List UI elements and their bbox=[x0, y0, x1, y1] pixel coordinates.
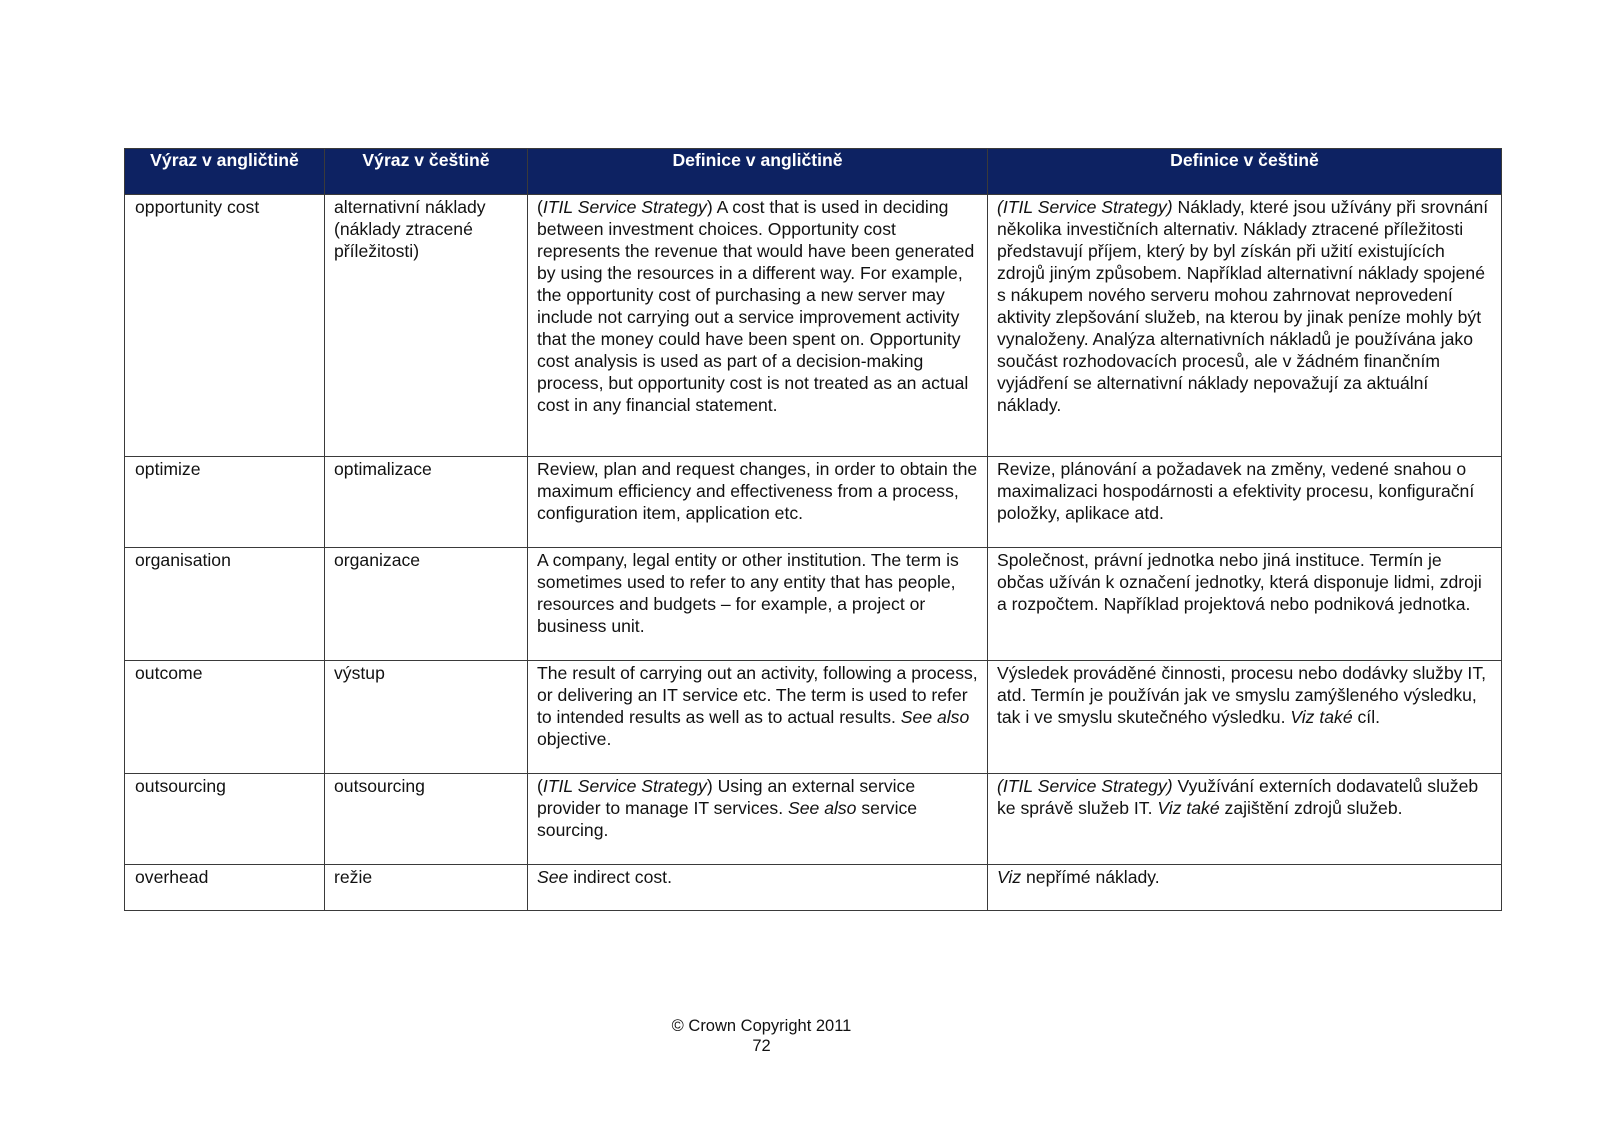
definition-english-cell bbox=[528, 548, 988, 661]
term-english-cell: overhead bbox=[125, 865, 325, 911]
definition-english-cell bbox=[528, 457, 988, 548]
see-target: indirect cost. bbox=[568, 867, 672, 887]
see-also-target: zajištění zdrojů služeb. bbox=[1219, 798, 1403, 818]
definition-text: The result of carrying out an activity, following a process, or delivering an IT service etc. The term is used to refer to intended results as well as to actual results. bbox=[537, 663, 978, 727]
page-number: 72 bbox=[752, 1037, 771, 1055]
reference-label: ITIL Service Strategy bbox=[542, 197, 707, 217]
definition-english-cell: (ITIL Service Strategy) A cost that is used in deciding between investment choices. Opportunity cost represents the revenue that would have been generated by using the resources in a different way. For example, the opportunity cost of purchasing a new server may include not carrying out a service improvement activity that the money could have been spent on. Opportunity cost analysis is used as part of a decision-making process, but opportunity cost is not treated as an actual cost in any financial statement. bbox=[528, 195, 988, 457]
term-czech-cell: alternativní náklady (náklady ztracené příležitosti) bbox=[325, 195, 528, 457]
see-label: Viz bbox=[997, 867, 1022, 887]
definition-czech-cell bbox=[988, 661, 1502, 774]
definition-text: Výsledek prováděné činnosti, procesu nebo dodávky služby IT, atd. Termín je používán jak ve smyslu zamýšleného výsledku, tak i ve smyslu skutečného výsledku. bbox=[997, 663, 1486, 727]
term-czech-cell: optimalizace bbox=[325, 457, 528, 548]
see-also-target: cíl. bbox=[1352, 707, 1380, 727]
glossary-table bbox=[124, 148, 1502, 911]
see-also-target: service sourcing. bbox=[537, 798, 918, 840]
definition-english-cell: (ITIL Service Strategy) Using an external service provider to manage IT services. See also service sourcing. bbox=[528, 774, 988, 865]
see-target: nepřímé náklady. bbox=[1021, 867, 1160, 887]
term-english-cell: organisation bbox=[125, 548, 325, 661]
term-czech-cell: outsourcing bbox=[325, 774, 528, 865]
term-czech-cell: organizace bbox=[325, 548, 528, 661]
see-also-label: Viz také bbox=[1157, 798, 1220, 818]
header-definition-czech: Definice v češtině bbox=[988, 149, 1502, 195]
term-czech-cell: výstup bbox=[325, 661, 528, 774]
table-row bbox=[125, 661, 1502, 774]
table-row bbox=[125, 548, 1502, 661]
table-row bbox=[125, 457, 1502, 548]
see-also-target: objective. bbox=[537, 729, 612, 749]
header-term-english: Výraz v angličtině bbox=[125, 149, 325, 195]
definition-text: Náklady, které jsou užívány při srovnání několika investičních alternativ. Náklady ztracené příležitosti představují příjem, který by byl získán při užití existujících zdrojů jiným způsobem. Například alternativní náklady spojené s nákupem nového serveru mohou zahrnovat neprovedení aktivity zlepšování služeb, na kterou by jinak peníze mohly být vynaloženy. Analýza alternativních nákladů je používána jako součást rozhodovacích procesů, ale v žádném finančním vyjádření se alternativní náklady nepovažují za aktuální náklady. bbox=[997, 197, 1489, 415]
definition-czech-cell bbox=[988, 774, 1502, 865]
page-footer bbox=[0, 1016, 1523, 1056]
header-definition-english: Definice v angličtině bbox=[528, 149, 988, 195]
see-also-label: Viz také bbox=[1290, 707, 1353, 727]
reference-label: (ITIL Service Strategy) bbox=[997, 776, 1173, 796]
see-also-label: See also bbox=[788, 798, 857, 818]
definition-text: Revize, plánování a požadavek na změny, vedené snahou o maximalizaci hospodárnosti a efektivity procesu, konfigurační položky, aplikace atd. bbox=[997, 459, 1475, 523]
definition-czech-cell bbox=[988, 865, 1502, 911]
definition-text: Review, plan and request changes, in order to obtain the maximum efficiency and effectiveness from a process, configuration item, application etc. bbox=[537, 459, 978, 523]
header-term-czech: Výraz v češtině bbox=[325, 149, 528, 195]
term-english-cell: opportunity cost bbox=[125, 195, 325, 457]
reference-label: ITIL Service Strategy bbox=[542, 776, 707, 796]
term-czech-cell: režie bbox=[325, 865, 528, 911]
reference-label: (ITIL Service Strategy) bbox=[997, 197, 1173, 217]
see-also-label: See also bbox=[900, 707, 970, 727]
term-english-cell: optimize bbox=[125, 457, 325, 548]
definition-english-cell bbox=[528, 865, 988, 911]
term-english-cell: outsourcing bbox=[125, 774, 325, 865]
table-row bbox=[125, 195, 1502, 457]
definition-czech-cell bbox=[988, 548, 1502, 661]
definition-czech-cell bbox=[988, 195, 1502, 457]
definition-text: ) Using an external service provider to manage IT services. bbox=[537, 776, 916, 818]
definition-text: ) A cost that is used in deciding between investment choices. Opportunity cost represents the revenue that would have been generated by using the resources in a different way. For example, the opportunity cost of purchasing a new server may include not carrying out a service improvement activity that the money could have been spent on. Opportunity cost analysis is used as part of a decision-making process, but opportunity cost is not treated as an actual cost in any financial statement. bbox=[537, 197, 975, 415]
table-row bbox=[125, 774, 1502, 865]
copyright-notice: © Crown Copyright 2011 bbox=[671, 1017, 852, 1035]
definition-text: Společnost, právní jednotka nebo jiná instituce. Termín je občas užíván k označení jednotky, která disponuje lidmi, zdroji a rozpočtem. Například projektová nebo podniková jednotka. bbox=[997, 550, 1482, 614]
see-label: See bbox=[537, 867, 569, 887]
definition-text: Využívání externích dodavatelů služeb ke správě služeb IT. bbox=[997, 776, 1479, 818]
table-row bbox=[125, 865, 1502, 911]
term-english-cell: outcome bbox=[125, 661, 325, 774]
table-header-row bbox=[125, 149, 1502, 195]
definition-english-cell bbox=[528, 661, 988, 774]
definition-text: A company, legal entity or other institution. The term is sometimes used to refer to any entity that has people, resources and budgets – for example, a project or business unit. bbox=[537, 550, 959, 636]
definition-czech-cell bbox=[988, 457, 1502, 548]
